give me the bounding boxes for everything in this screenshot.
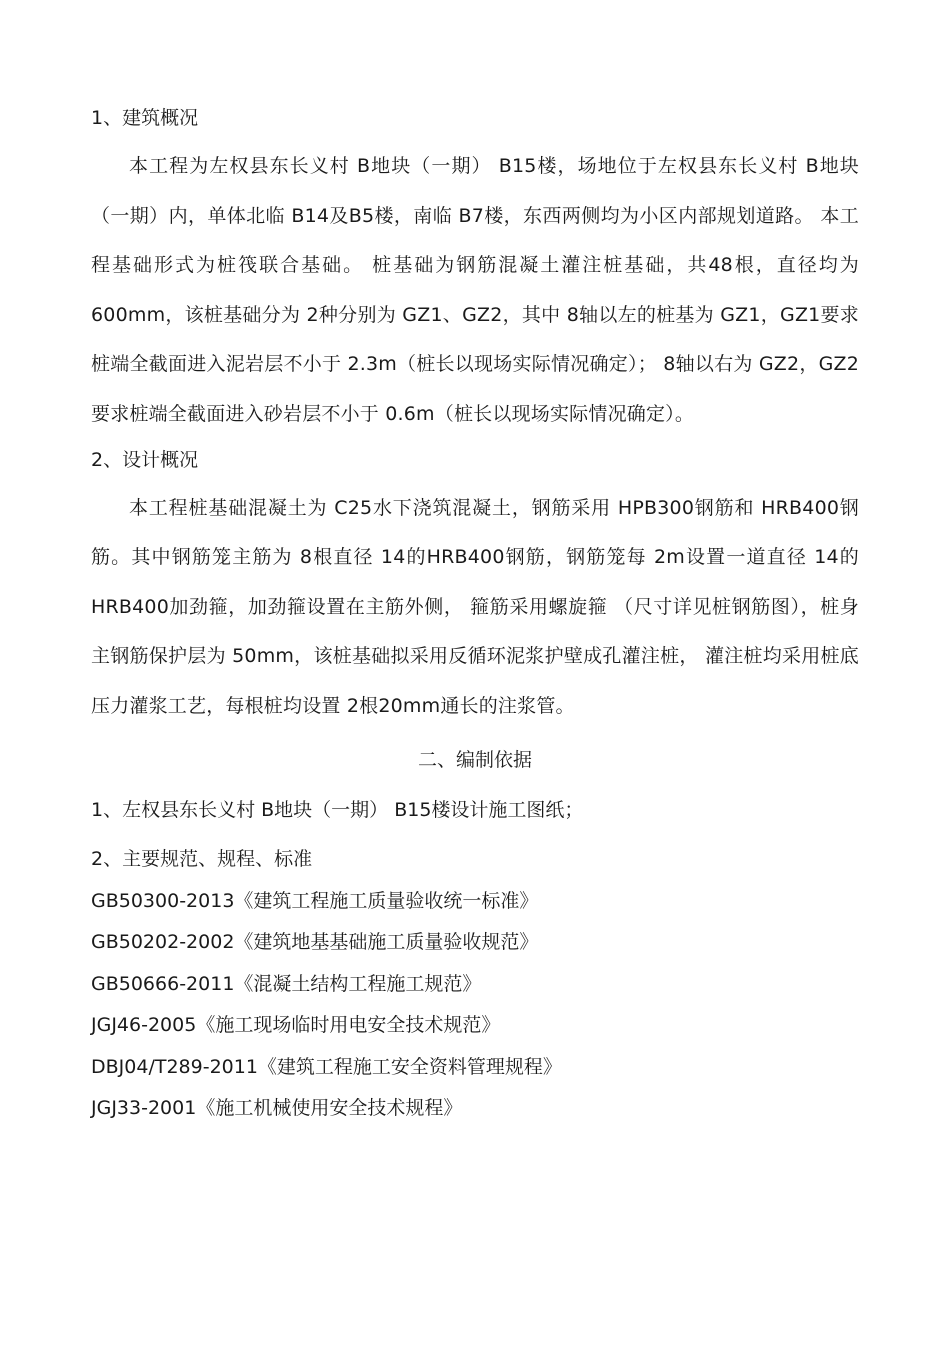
building-overview-paragraph: 本工程为左权县东长义村 B地块（一期） B15楼，场地位于左权县东长义村 B地块（一期）内，单体北临 B14及B5楼，南临 B7楼，东西两侧均为小区内部规划道路。 本工程基础形式为桩筏联合基础。 桩基础为钢筋混凝土灌注桩基础，共48根，直径均为 600mm，该桩基础分为 2种分别为 GZ1、GZ2，其中 8轴以左的桩基为 GZ1，GZ1要求桩端全截面进入泥岩层不小于 2.3m（桩长以现场实际情况确定）； 8轴以右为 GZ2，GZ2要求桩端全截面进入砂岩层不小于 0.6m（桩长以现场实际情况确定）。 [91, 155, 859, 425]
standard-item: GB50300-2013《建筑工程施工质量验收统一标准》 [91, 889, 539, 912]
basis-item-standards-heading: 2、主要规范、规程、标准 [91, 847, 313, 870]
standards-list [91, 881, 859, 1130]
standard-item: JGJ46-2005《施工现场临时用电安全技术规范》 [91, 1014, 501, 1037]
standard-item: GB50202-2002《建筑地基基础施工质量验收规范》 [91, 931, 539, 954]
section-title-compilation-basis: 二、编制依据 [417, 748, 532, 771]
standard-item: JGJ33-2001《施工机械使用安全技术规程》 [91, 1097, 463, 1120]
standard-item: DBJ04/T289-2011《建筑工程施工安全资料管理规程》 [91, 1055, 562, 1078]
basis-item-drawings: 1、左权县东长义村 B地块（一期） B15楼设计施工图纸； [91, 798, 584, 821]
section-heading-design-overview: 2、设计概况 [91, 448, 199, 471]
standard-item: GB50666-2011《混凝土结构工程施工规范》 [91, 972, 482, 995]
design-overview-paragraph: 本工程桩基础混凝土为 C25水下浇筑混凝土，钢筋采用 HPB300钢筋和 HRB400钢筋。其中钢筋笼主筋为 8根直径 14的HRB400钢筋，钢筋笼每 2m设置一道直径 14的HRB400加劲箍，加劲箍设置在主筋外侧， 箍筋采用螺旋箍 （尺寸详见桩钢筋图），桩身主钢筋保护层为 50mm，该桩基础拟采用反循环泥浆护壁成孔灌注桩， 灌注桩均采用桩底压力灌浆工艺，每根桩均设置 2根20mm通长的注浆管。 [91, 496, 859, 717]
document-body [91, 100, 859, 1130]
section-heading-building-overview: 1、建筑概况 [91, 107, 199, 129]
